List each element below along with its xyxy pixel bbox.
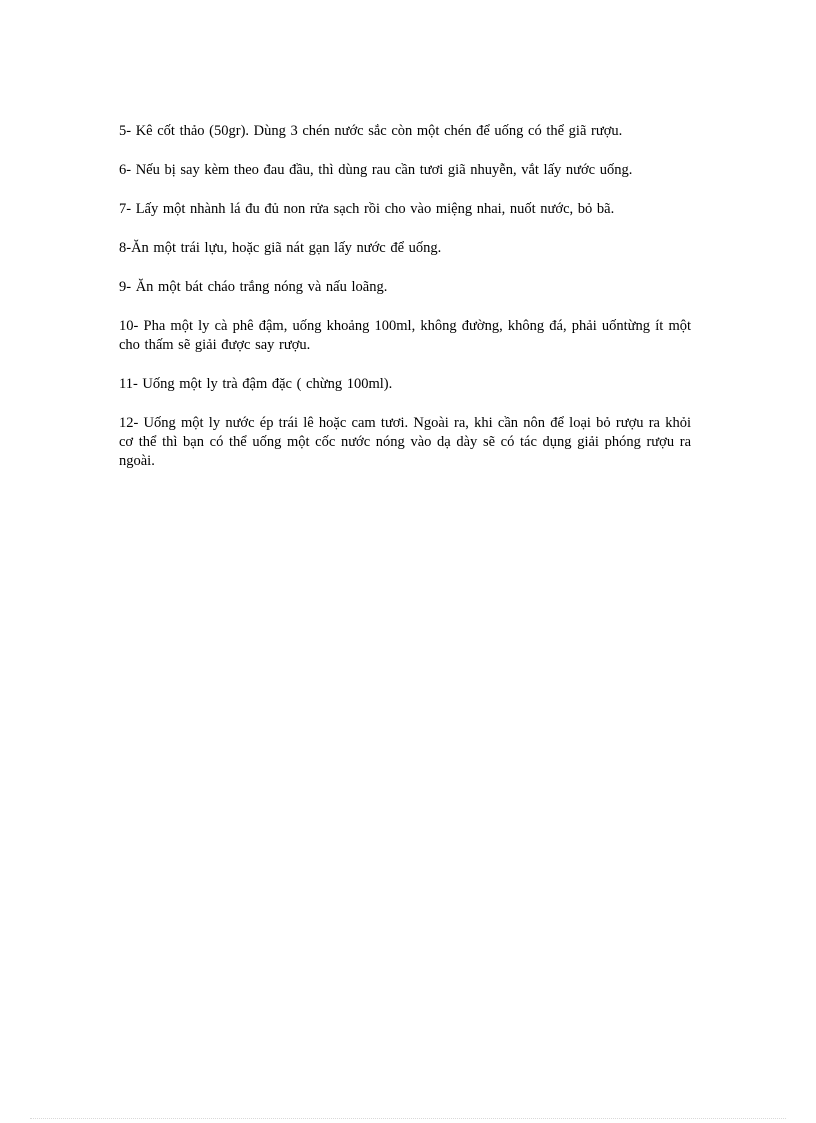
remedy-paragraph-7: 7- Lấy một nhành lá đu đủ non rửa sạch rồi cho vào miệng nhai, nuốt nước, bỏ bã. [119, 201, 615, 217]
remedy-paragraph-10: 10- Pha một ly cà phê đậm, uống khoảng 100ml, không đường, không đá, phải uốntừng ít một cho thấm sẽ giải được say rượu. [119, 318, 691, 353]
remedy-paragraph-9: 9- Ăn một bát cháo trắng nóng và nấu loãng. [119, 279, 388, 295]
remedy-paragraph-12: 12- Uống một ly nước ép trái lê hoặc cam tươi. Ngoài ra, khi cần nôn để loại bỏ rượu ra khỏi cơ thể thì bạn có thể uống một cốc nước nóng vào dạ dày sẽ có tác dụng giải phóng rượu ra ngoài. [119, 415, 691, 469]
remedy-paragraph-6: 6- Nếu bị say kèm theo đau đầu, thì dùng rau cần tươi giã nhuyễn, vắt lấy nước uống. [119, 162, 633, 178]
remedy-paragraph-11: 11- Uống một ly trà đậm đặc ( chừng 100ml). [119, 376, 393, 392]
remedy-paragraph-8: 8-Ăn một trái lựu, hoặc giã nát gạn lấy nước để uống. [119, 240, 442, 256]
remedy-paragraph-5: 5- Kê cốt thảo (50gr). Dùng 3 chén nước sắc còn một chén để uống có thể giã rượu. [119, 123, 623, 139]
page-bottom-divider [30, 1118, 786, 1119]
document-body [119, 122, 691, 491]
